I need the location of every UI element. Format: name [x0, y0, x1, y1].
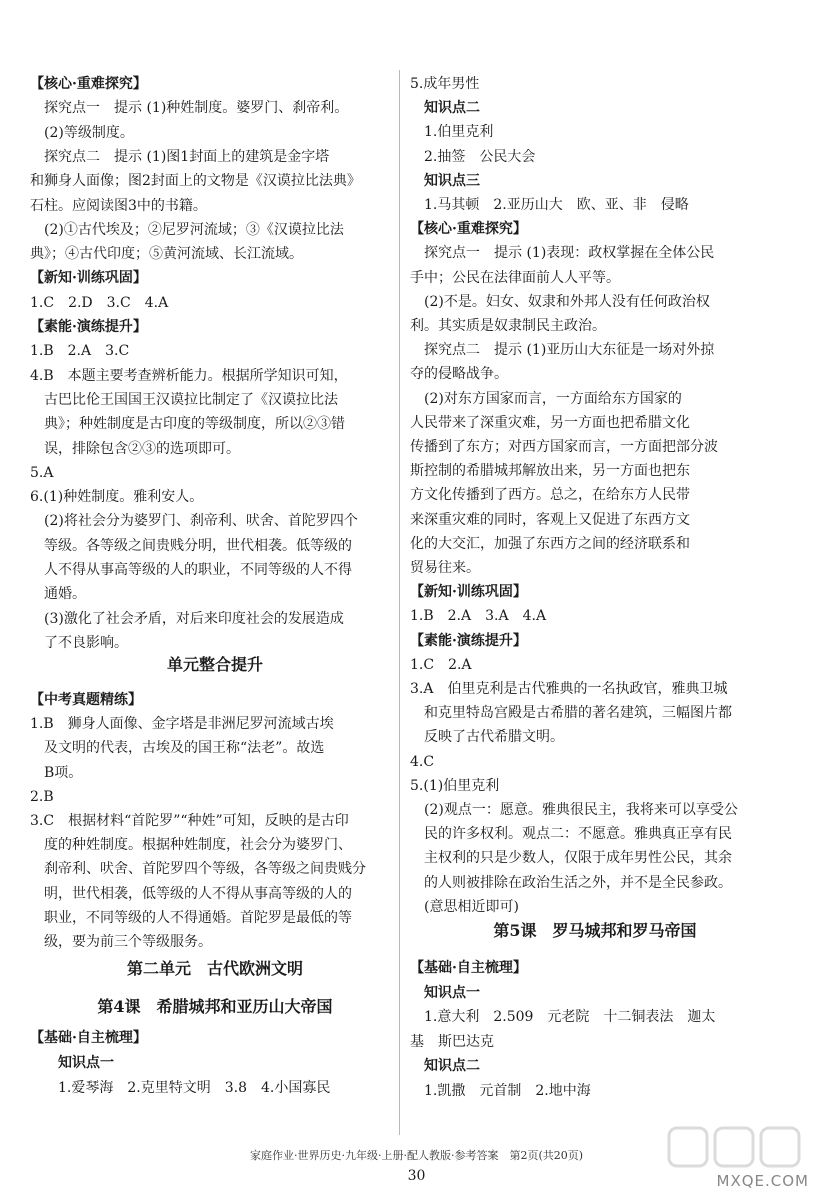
- text-line: 职业，不同等级的人不得通婚。首陀罗是最低的等: [44, 909, 352, 926]
- text-line: 和狮身人面像；图2封面上的文物是《汉谟拉比法典》: [30, 173, 361, 190]
- text-line: 度的种姓制度。根据种姓制度，社会分为婆罗门、: [44, 837, 352, 854]
- text-line: 5.成年男性: [410, 76, 480, 92]
- text-line: 知识点三: [424, 172, 480, 189]
- text-line: 传播到了东方；对西方国家而言，一方面把部分波: [410, 439, 718, 455]
- text-line: 人民带来了深重灾难，另一方面也把希腊文化: [410, 414, 690, 431]
- text-line: 1.意大利 2.509 元老院 十二铜表法 迦太: [424, 1009, 716, 1025]
- unit-title: 第二单元 古代欧洲文明: [126, 959, 303, 978]
- text-line: 3.C 根据材料“首陀罗”“种姓”可知，反映的是古印: [30, 813, 349, 829]
- section-title: 单元整合提升: [166, 655, 263, 674]
- text-line: 及文明的代表，古埃及的国王称“法老”。故选: [44, 740, 325, 757]
- text-line: 来深重灾难的同时，客观上又促进了东西方文: [410, 511, 690, 528]
- watermark-text: MXQE.COM: [716, 1172, 809, 1190]
- text-line: 知识点一: [58, 1055, 114, 1071]
- text-line: 斯控制的希腊城邦解放出来，另一方面也把东: [410, 463, 690, 480]
- text-line: 主权利的只是少数人，仅限于成年男性公民，其余: [424, 850, 732, 867]
- text-line: 2.抽签 公民大会: [424, 148, 536, 165]
- text-line: 利。其实质是奴隶制民主政治。: [410, 318, 606, 334]
- text-line: 1.B 2.A 3.A 4.A: [410, 608, 547, 625]
- text-line: 1.马其顿 2.亚历山大 欧、亚、非 侵略: [424, 197, 689, 213]
- text-line: 探究点二 提示 (1)图1封面上的建筑是金字塔: [44, 148, 330, 165]
- text-line: 等级。各等级之间贵贱分明，世代相袭。低等级的: [44, 537, 352, 554]
- text-line: 的人则被排除在政治生活之外，并不是全民参政。: [424, 874, 732, 891]
- section-heading: 【核心·重难探究】: [410, 221, 527, 238]
- section-heading: 【基础·自主梳理】: [30, 1030, 147, 1046]
- lesson-title: 第5课 罗马城邦和罗马帝国: [493, 921, 697, 940]
- text-line: 5.(1)伯里克利: [410, 777, 500, 794]
- text-line: 典》；④古代印度；⑤黄河流域、长江流域。: [30, 246, 303, 263]
- text-line: 知识点二: [424, 100, 480, 117]
- text-line: (2)观点一：愿意。雅典很民主，我将来可以享受公: [424, 802, 738, 818]
- text-line: 2.B: [30, 788, 54, 805]
- text-line: 石柱。应阅读图3中的书籍。: [30, 197, 207, 214]
- text-line: 反映了古代希腊文明。: [424, 729, 564, 746]
- text-line: 古巴比伦王国国王汉谟拉比制定了《汉谟拉比法: [44, 391, 338, 408]
- text-line: 1.C 2.A: [410, 656, 472, 673]
- text-line: 夺的侵略战争。: [410, 366, 508, 383]
- text-line: 1.凯撒 元首制 2.地中海: [424, 1082, 591, 1099]
- section-heading: 【素能·演练提升】: [30, 319, 147, 335]
- text-line: 人不得从事高等级的人的职业，不同等级的人不得: [44, 562, 352, 578]
- text-line: (2)①古代埃及；②尼罗河流域；③《汉谟拉比法: [44, 221, 344, 238]
- text-line: B项。: [44, 764, 83, 781]
- page-footer: 家庭作业·世界历史·九年级·上册·配人教版·参考答案 第2页(共20页): [249, 1149, 584, 1162]
- text-line: (2)等级制度。: [44, 124, 134, 141]
- section-heading: 【基础·自主梳理】: [410, 960, 527, 976]
- text-line: 探究点一 提示 (1)种姓制度。婆罗门、刹帝利。: [44, 100, 349, 117]
- text-line: 刹帝利、吠舍、首陀罗四个等级，各等级之间贵贱分: [44, 861, 366, 878]
- text-line: 了不良影响。: [44, 634, 128, 651]
- text-line: 1.爱琴海 2.克里特文明 3.8 4.小国寡民: [58, 1080, 331, 1096]
- text-line: 1.B 2.A 3.C: [30, 343, 130, 360]
- text-line: 民的许多权利。观点二：不愿意。雅典真正享有民: [424, 826, 732, 843]
- section-heading: 【新知·训练巩固】: [30, 270, 147, 287]
- text-line: 探究点一 提示 (1)表现：政权掌握在全体公民: [424, 245, 715, 262]
- text-line: 1.C 2.D 3.C 4.A: [30, 294, 169, 311]
- text-line: 基 斯巴达克: [410, 1033, 494, 1050]
- section-heading: 【新知·训练巩固】: [410, 584, 527, 601]
- text-line: 误，排除包含②③的选项即可。: [44, 440, 240, 457]
- page-number: 30: [407, 1168, 426, 1184]
- text-line: 级，要为前三个等级服务。: [44, 934, 212, 950]
- text-line: 3.A 伯里克利是古代雅典的一名执政官，雅典卫城: [410, 681, 728, 697]
- text-line: 5.A: [30, 464, 54, 481]
- text-line: 1.伯里克利: [424, 124, 494, 141]
- section-heading: 【核心·重难探究】: [30, 76, 147, 92]
- text-line: 化的大交汇，加强了东西方之间的经济联系和: [410, 535, 690, 552]
- text-line: 贸易往来。: [410, 560, 480, 576]
- text-line: 4.B 本题主要考查辨析能力。根据所学知识可知，: [30, 367, 348, 384]
- text-line: 知识点一: [424, 984, 480, 1001]
- text-line: (意思相近即可): [424, 898, 519, 915]
- text-line: 知识点二: [424, 1058, 480, 1074]
- column-divider: [399, 70, 400, 1135]
- text-line: 6.(1)种姓制度。雅利安人。: [30, 489, 204, 506]
- text-line: 4.C: [410, 753, 435, 770]
- text-line: 方文化传播到了西方。总之，在给东方人民带: [410, 487, 690, 504]
- text-line: (2)对东方国家而言，一方面给东方国家的: [424, 390, 682, 407]
- section-heading: 【中考真题精练】: [30, 692, 142, 708]
- text-line: 手中；公民在法律面前人人平等。: [410, 269, 620, 286]
- text-line: (2)将社会分为婆罗门、刹帝利、吠舍、首陀罗四个: [44, 513, 358, 530]
- text-line: (3)激化了社会矛盾，对后来印度社会的发展造成: [44, 610, 344, 627]
- text-line: 1.B 狮身人面像、金字塔是非洲尼罗河流域古埃: [30, 716, 334, 733]
- text-line: (2)不是。妇女、奴隶和外邦人没有任何政治权: [424, 293, 710, 310]
- text-line: 典》；种姓制度是古印度的等级制度，所以②③错: [44, 416, 345, 433]
- text-line: 和克里特岛宫殿是古希腊的著名建筑，三幅图片都: [424, 705, 732, 722]
- section-heading: 【素能·演练提升】: [410, 632, 527, 649]
- text-line: 探究点二 提示 (1)亚历山大东征是一场对外掠: [424, 342, 715, 359]
- text-line: 通婚。: [44, 586, 86, 603]
- lesson-title: 第4课 希腊城邦和亚历山大帝国: [97, 997, 333, 1016]
- text-line: 明，世代相袭，低等级的人不得从事高等级的人的: [44, 885, 352, 902]
